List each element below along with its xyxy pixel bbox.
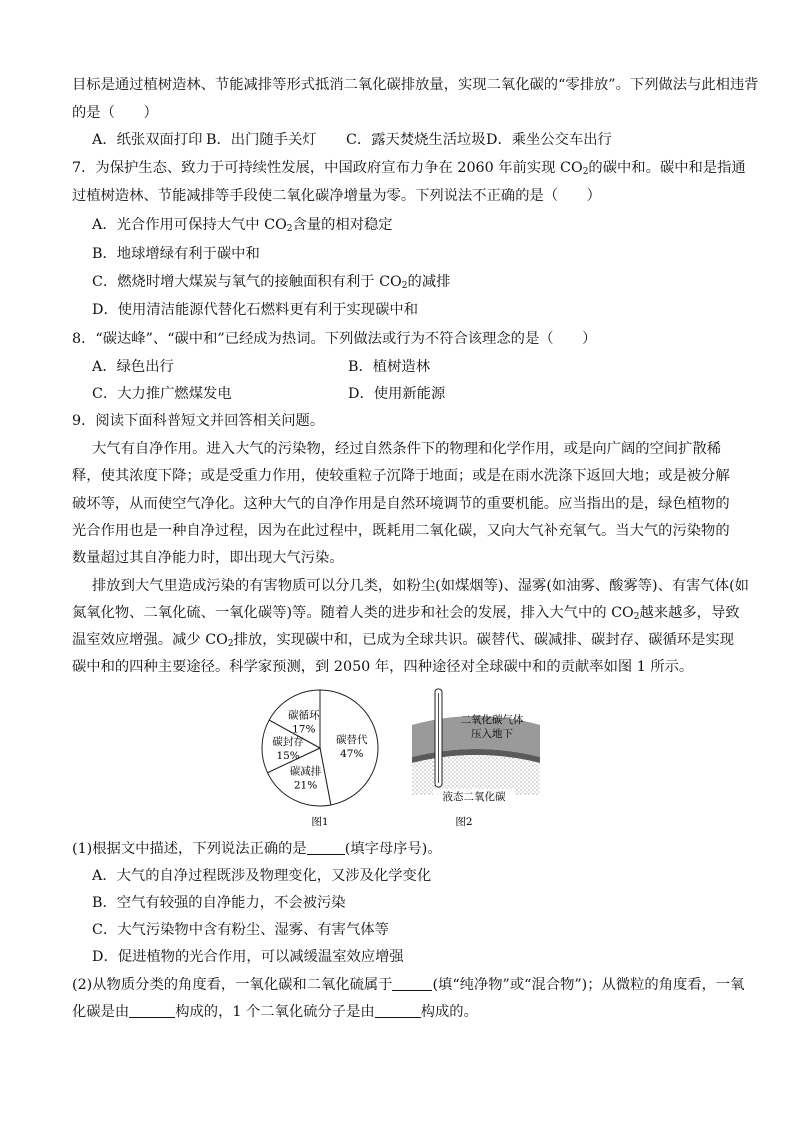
q9-p2-line3: 温室效应增强。减少 $CO_2$排放，实现碳中和，已成为全球共识。碳替代、碳减排、碳封存、碳循环是实现 — [72, 632, 735, 649]
q9-sub1-option-d: D．促进植物的光合作用，可以减缓温室效应增强 — [92, 949, 404, 965]
fig2-caption: 图2 — [455, 816, 473, 828]
q9-p1-line5: 数量超过其自净能力时，即出现大气污染。 — [72, 550, 344, 566]
answer-blank-4[interactable] — [375, 1004, 421, 1018]
q6-stem-line2: 的是（ ） — [72, 105, 158, 121]
q9-p2-line1: 排放到大气里造成污染的有害物质可以分几类，如粉尘(如煤烟等)、湿雾(如油雾、酸雾等)、有害气体(如 — [92, 578, 749, 594]
q9-p2-line4: 碳中和的四种主要途径。科学家预测，到 2050 年，四种途径对全球碳中和的贡献率如图 1 所示。 — [72, 659, 694, 675]
answer-blank-2[interactable] — [392, 977, 432, 991]
fig2-label-gas: 二氧化碳气体 — [460, 714, 524, 726]
fig2-label-liquid: 液态二氧化碳 — [442, 791, 506, 803]
answer-blank-3[interactable] — [129, 1004, 175, 1018]
q8-option-b: B．植树造林 — [348, 359, 430, 375]
q7-option-b: B．地球增绿有利于碳中和 — [92, 246, 260, 262]
pie-label-value: 47% — [340, 747, 364, 760]
q8-option-a: A．绿色出行 — [92, 359, 174, 375]
q9-p1-line3: 破坏等，从而使空气净化。这种大气的自净作用是自然环境调节的重要机能。应当指出的是，绿色植物的 — [72, 496, 730, 512]
q6-option-b: B．出门随手关灯 — [206, 132, 317, 148]
q7-option-d: D．使用清洁能源代替化石燃料更有利于实现碳中和 — [92, 302, 418, 318]
pie-label-name: 碳封存 — [272, 735, 304, 748]
pie-label-name: 碳替代 — [336, 733, 368, 746]
fig1-pie-chart — [255, 685, 385, 830]
q9-p1-line4: 光合作用也是一种自净过程，因为在此过程中，既耗用二氧化碳，又向大气补充氧气。当大气的污染物的 — [72, 523, 730, 539]
fig2-co2-storage — [404, 685, 544, 830]
q9-p1-line1: 大气有自净作用。进入大气的污染物，经过自然条件下的物理和化学作用，或是向广阔的空间扩散稀 — [92, 441, 722, 457]
answer-blank-1[interactable] — [307, 841, 345, 855]
q7-option-a: A．光合作用可保持大气中 $CO_2$含量的相对稳定 — [92, 217, 393, 234]
q9-sub1-option-a: A．大气的自净过程既涉及物理变化，又涉及化学变化 — [92, 868, 432, 884]
q9-sub2-line1: (2)从物质分类的角度看，一氧化碳和二氧化硫属于 (填“纯净物”或“混合物”)；从微粒的角度看，一氧 — [72, 977, 745, 993]
q8-option-d: D．使用新能源 — [348, 386, 446, 402]
q8-stem: 8．“碳达峰”、“碳中和”已经成为热词。下列做法或行为不符合该理念的是（ ） — [72, 331, 597, 347]
q6-option-c: C．露天焚烧生活垃圾 — [346, 132, 486, 148]
pie-label-value: 17% — [292, 723, 316, 736]
pie-label-value: 15% — [276, 749, 300, 762]
q7-stem-line1: 7．为保护生态、致力于可持续性发展，中国政府宣布力争在 2060 年前实现 $CO_2$的碳中和。碳中和是指通 — [72, 160, 746, 177]
pie-label-name: 碳减排 — [289, 765, 322, 778]
q9-sub2-line2: 化碳是由 构成的，1 个二氧化硫分子是由 构成的。 — [72, 1004, 478, 1020]
q6-option-a: A．纸张双面打印 — [92, 132, 203, 148]
fig2-label-pressed: 压入地下 — [471, 728, 513, 740]
q7-option-c: C．燃烧时增大煤炭与氧气的接触面积有利于 $CO_2$的减排 — [92, 274, 451, 291]
q9-intro: 9．阅读下面科普短文并回答相关问题。 — [72, 413, 325, 429]
q6-option-d: D．乘坐公交车出行 — [486, 132, 612, 148]
q9-sub1-option-c: C．大气污染物中含有粉尘、湿雾、有害气体等 — [92, 922, 389, 938]
q9-sub1-stem: (1)根据文中描述，下列说法正确的是 (填字母序号)。 — [72, 841, 442, 857]
q9-sub1-option-b: B．空气有较强的自净能力，不会被污染 — [92, 895, 346, 911]
pie-label-value: 21% — [293, 779, 318, 792]
pie-label-name: 碳循环 — [288, 709, 320, 722]
q9-p1-line2: 释，使其浓度下降；或是受重力作用，使较重粒子沉降于地面；或是在雨水洗涤下返回大地；或是被分解 — [72, 468, 730, 484]
q9-p2-line2: 氮氧化物、二氧化硫、一氧化碳等)等。随着人类的进步和社会的发展，排入大气中的 $CO_2$越来越多，导致 — [72, 605, 740, 622]
fig1-caption: 图1 — [311, 816, 329, 828]
q8-option-c: C．大力推广燃煤发电 — [92, 386, 232, 402]
q7-stem-line2: 过植树造林、节能减排等手段使二氧化碳净增量为零。下列说法不正确的是（ ） — [72, 188, 601, 204]
q6-stem-line1: 目标是通过植树造林、节能减排等形式抵消二氧化碳排放量，实现二氧化碳的“零排放”。下列做法与此相违背 — [72, 77, 759, 93]
